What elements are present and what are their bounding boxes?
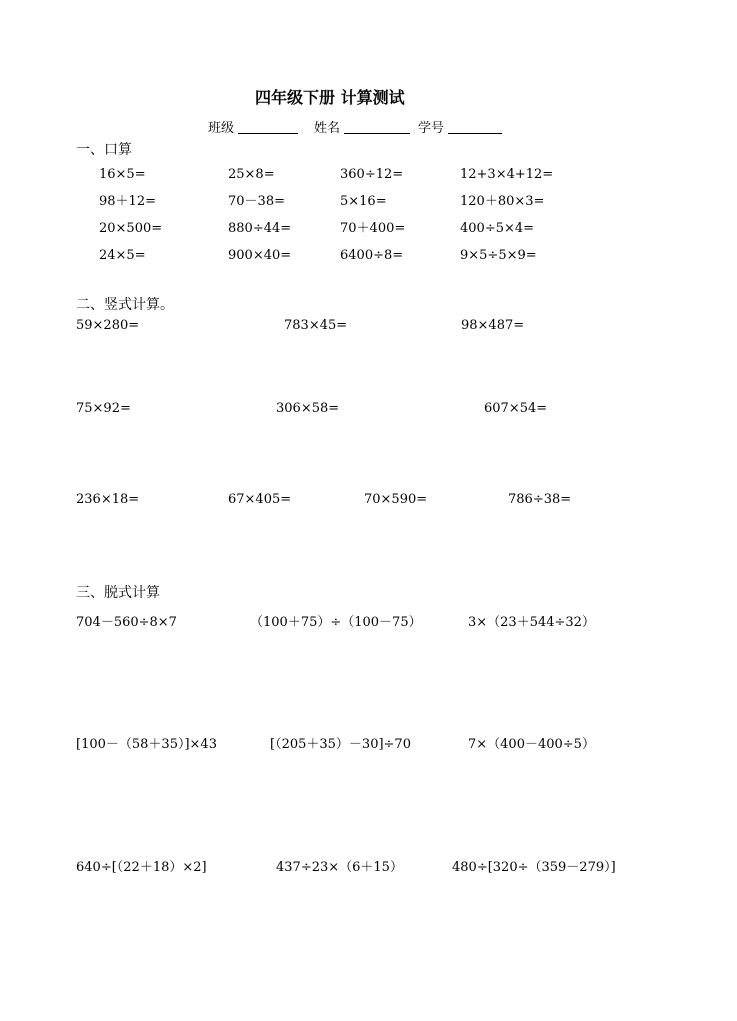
name-blank[interactable] bbox=[344, 121, 410, 134]
step-problem: 480÷[320÷（359－279）] bbox=[452, 860, 616, 875]
section-heading-vertical: 二、竖式计算。 bbox=[76, 297, 174, 313]
step-problem: [（205＋35）－30]÷70 bbox=[270, 737, 411, 752]
section-heading-oral: 一、口算 bbox=[76, 142, 132, 158]
step-problem: [100－（58＋35）]×43 bbox=[76, 737, 217, 752]
oral-problem: 98＋12= bbox=[99, 194, 156, 209]
page-title: 四年级下册 计算测试 bbox=[255, 88, 405, 107]
name-label: 姓名 bbox=[314, 121, 341, 136]
step-problem: 3×（23＋544÷32） bbox=[468, 615, 595, 630]
oral-problem: 900×40= bbox=[228, 248, 292, 263]
vertical-problem: 783×45= bbox=[284, 318, 348, 333]
vertical-problem: 67×405= bbox=[228, 492, 292, 507]
oral-problem: 400÷5×4= bbox=[460, 221, 535, 236]
oral-problem: 360÷12= bbox=[340, 167, 404, 182]
oral-problem: 5×16= bbox=[340, 194, 387, 209]
class-label: 班级 bbox=[208, 121, 235, 136]
oral-problem: 25×8= bbox=[228, 167, 275, 182]
section-heading-step: 三、脱式计算 bbox=[76, 585, 160, 601]
oral-problem: 880÷44= bbox=[228, 221, 292, 236]
vertical-problem: 70×590= bbox=[364, 492, 428, 507]
vertical-problem: 306×58= bbox=[276, 401, 340, 416]
step-problem: 640÷[（22＋18）×2] bbox=[76, 860, 207, 875]
number-label: 学号 bbox=[418, 121, 445, 136]
oral-problem: 24×5= bbox=[99, 248, 146, 263]
oral-problem: 120＋80×3= bbox=[460, 194, 545, 209]
vertical-problem: 786÷38= bbox=[508, 492, 572, 507]
oral-problem: 12+3×4+12= bbox=[460, 167, 554, 182]
oral-problem: 70－38= bbox=[228, 194, 285, 209]
vertical-problem: 607×54= bbox=[484, 401, 548, 416]
oral-problem: 70＋400= bbox=[340, 221, 406, 236]
oral-problem: 6400÷8= bbox=[340, 248, 404, 263]
vertical-problem: 59×280= bbox=[76, 318, 140, 333]
step-problem: （100＋75）÷（100－75） bbox=[250, 615, 422, 630]
step-problem: 437÷23×（6＋15） bbox=[276, 860, 403, 875]
oral-problem: 20×500= bbox=[99, 221, 163, 236]
number-blank[interactable] bbox=[448, 121, 502, 134]
class-blank[interactable] bbox=[238, 121, 298, 134]
step-problem: 704－560÷8×7 bbox=[76, 615, 177, 630]
oral-problem: 16×5= bbox=[99, 167, 146, 182]
oral-problem: 9×5÷5×9= bbox=[460, 248, 537, 263]
vertical-problem: 75×92= bbox=[76, 401, 131, 416]
vertical-problem: 98×487= bbox=[461, 318, 525, 333]
vertical-problem: 236×18= bbox=[76, 492, 140, 507]
step-problem: 7×（400－400÷5） bbox=[468, 737, 595, 752]
